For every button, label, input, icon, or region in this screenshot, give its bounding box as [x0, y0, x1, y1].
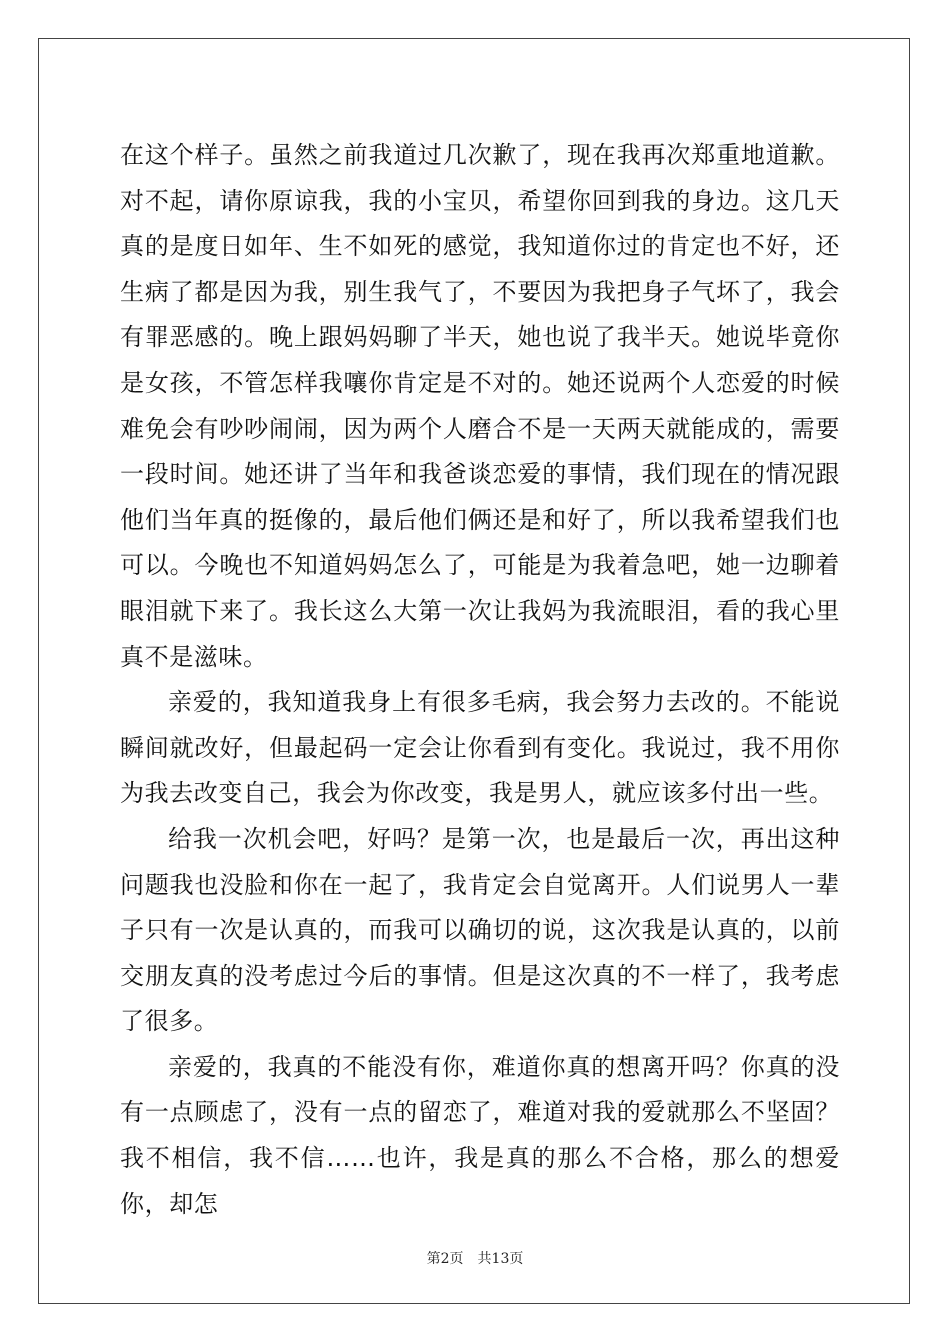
page-footer — [0, 1248, 950, 1268]
paragraph: 给我一次机会吧，好吗？是第一次，也是最后一次，再出这种问题我也没脸和你在一起了，我肯定会自觉离开。人们说男人一辈子只有一次是认真的，而我可以确切的说，这次我是认真的，以前交朋友真的没考虑过今后的事情。但是这次真的不一样了，我考虑了很多。 — [120, 824, 840, 1036]
document-body — [120, 133, 840, 1227]
page-number: 第2页 — [426, 1251, 464, 1267]
page-total: 共13页 — [477, 1251, 524, 1267]
paragraph: 亲爱的，我知道我身上有很多毛病，我会努力去改的。不能说瞬间就改好，但最起码一定会让你看到有变化。我说过，我不用你为我去改变自己，我会为你改变，我是男人，就应该多付出一些。 — [120, 688, 840, 808]
paragraph-continued: 在这个样子。虽然之前我道过几次歉了，现在我再次郑重地道歉。对不起，请你原谅我，我的小宝贝，希望你回到我的身边。这几天真的是度日如年、生不如死的感觉，我知道你过的肯定也不好，还生病了都是因为我，别生我气了，不要因为我把身子气坏了，我会有罪恶感的。晚上跟妈妈聊了半天，她也说了我半天。她说毕竟你是女孩，不管怎样我嚷你肯定是不对的。她还说两个人恋爱的时候难免会有吵吵闹闹，因为两个人磨合不是一天两天就能成的，需要一段时间。她还讲了当年和我爸谈恋爱的事情，我们现在的情况跟他们当年真的挺像的，最后他们俩还是和好了，所以我希望我们也可以。今晚也不知道妈妈怎么了，可能是为我着急吧，她一边聊着眼泪就下来了。我长这么大第一次让我妈为我流眼泪，看的我心里真不是滋味。 — [120, 141, 840, 671]
paragraph: 亲爱的，我真的不能没有你，难道你真的想离开吗？你真的没有一点顾虑了，没有一点的留恋了，难道对我的爱就那么不坚固？我不相信，我不信……也许，我是真的那么不合格，那么的想爱你，却怎 — [120, 1052, 840, 1218]
